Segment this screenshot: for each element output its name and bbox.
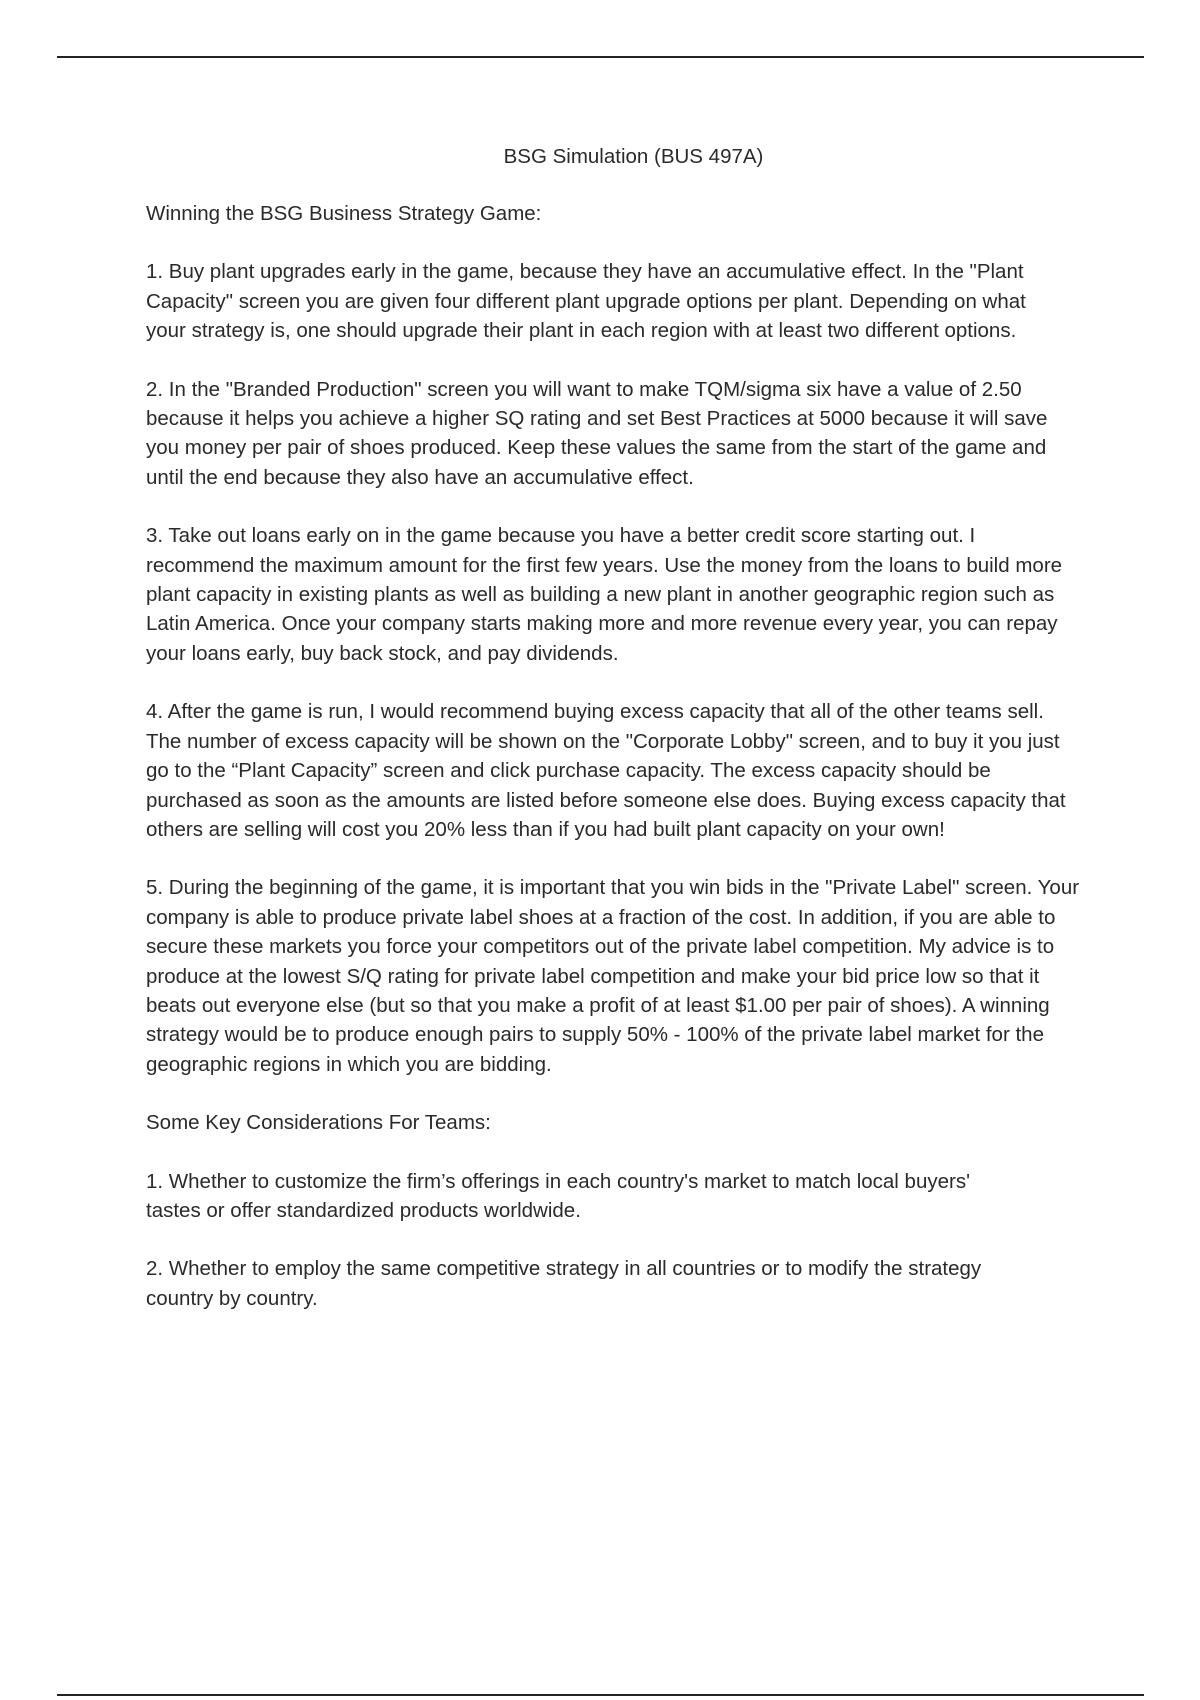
- tip-paragraph: 2. In the "Branded Production" screen you will want to make TQM/sigma six have a value of 2.50 because it helps you achieve a higher SQ rating and set Best Practices at 5000 because it will save you money per pair of shoes produced. Keep these values the same from the start of the game and until the end because they also have an accumulative effect.: [146, 377, 1048, 489]
- document-body: [146, 142, 1086, 1313]
- tip-paragraph: 3. Take out loans early on in the game because you have a better credit score starting out. I recommend the maximum amount for the first few years. Use the money from the loans to build more plant capacity in existing plants as well as building a new plant in another geographic region such as Latin America. Once your company starts making more and more revenue every year, you can repay your loans early, buy back stock, and pay dividends.: [146, 524, 1063, 665]
- tip-paragraph: 4. After the game is run, I would recommend buying excess capacity that all of the other teams sell. The number of excess capacity will be shown on the "Corporate Lobby" screen, and to buy it you just go to the “Plant Capacity” screen and click purchase capacity. The excess capacity should be purchased as soon as the amounts are listed before someone else does. Buying excess capacity that others are selling will cost you 20% less than if you had built plant capacity on your own!: [146, 700, 1066, 841]
- consideration-paragraph: 1. Whether to customize the firm’s offerings in each country's market to match local buyers' tastes or offer standardized products worldwide.: [146, 1169, 971, 1222]
- tips-list: [146, 257, 1086, 1079]
- considerations-heading: Some Key Considerations For Teams:: [146, 1111, 491, 1135]
- bottom-rule: [57, 1694, 1144, 1696]
- intro-line: Winning the BSG Business Strategy Game:: [146, 202, 542, 225]
- tip-paragraph: 5. During the beginning of the game, it is important that you win bids in the "Private Label" screen. Your company is able to produce private label shoes at a fraction of the cost. In addition, if you are able to secure these markets you force your competitors out of the private label competition. My advice is to produce at the lowest S/Q rating for private label competition and make your bid price low so that it beats out everyone else (but so that you make a profit of at least $1.00 per pair of shoes). A winning strategy would be to produce enough pairs to supply 50% - 100% of the private label market for the geographic regions in which you are bidding.: [146, 876, 1080, 1076]
- considerations-list: [146, 1167, 1086, 1314]
- top-rule: [57, 56, 1144, 58]
- tip-paragraph: 1. Buy plant upgrades early in the game, because they have an accumulative effect. In the "Plant Capacity" screen you are given four different plant upgrade options per plant. Depending on what your strategy is, one should upgrade their plant in each region with at least two different options.: [146, 260, 1026, 343]
- document-title: BSG Simulation (BUS 497A): [503, 145, 764, 168]
- consideration-paragraph: 2. Whether to employ the same competitive strategy in all countries or to modify the strategy country by country.: [146, 1257, 982, 1310]
